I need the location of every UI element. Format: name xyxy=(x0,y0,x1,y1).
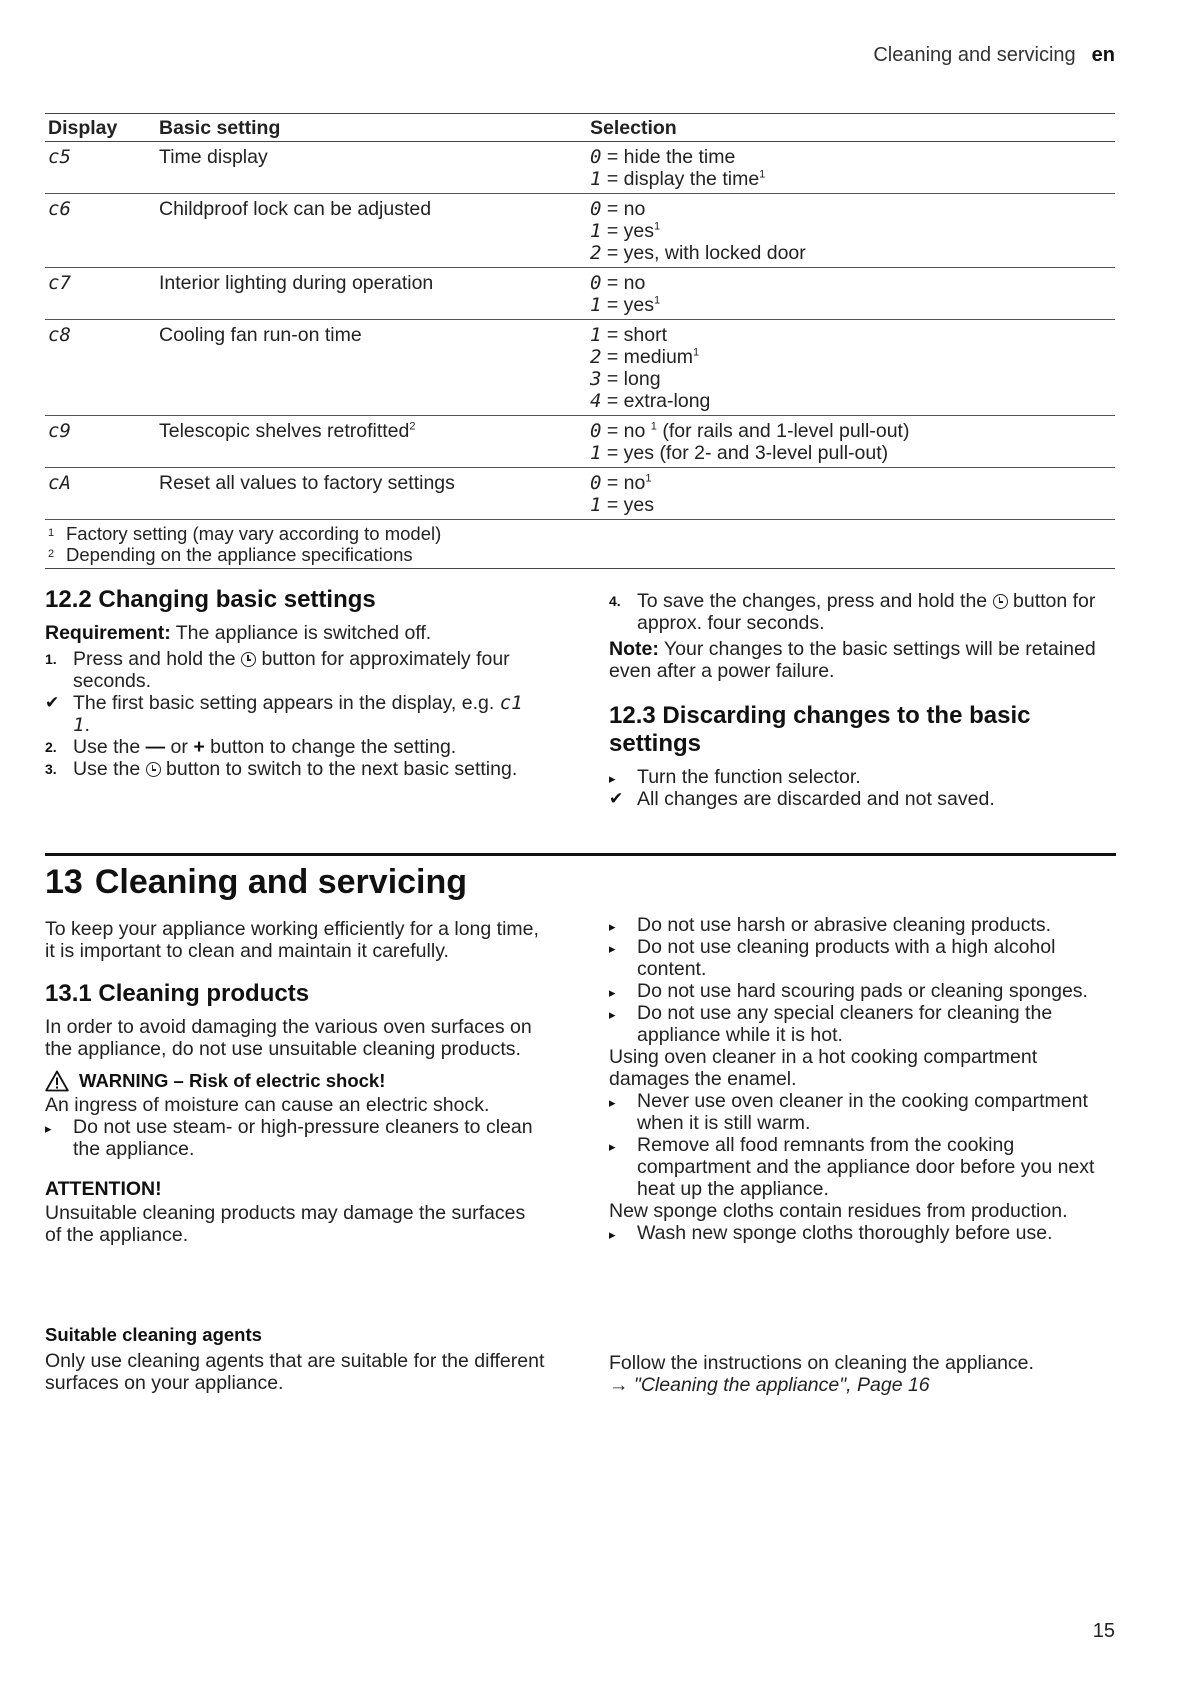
clock-icon xyxy=(993,594,1008,609)
running-header xyxy=(873,44,1115,67)
selection-cell xyxy=(587,320,1115,416)
suitable-agents-title: Suitable cleaning agents xyxy=(45,1324,262,1345)
selection-cell xyxy=(587,268,1115,320)
selection-option: 4 = extra-long xyxy=(590,390,711,412)
warning-triangle-icon xyxy=(45,1070,69,1092)
footnote-ref: 1 xyxy=(654,294,661,307)
plus-icon: + xyxy=(193,736,205,758)
clock-icon xyxy=(146,762,161,777)
list-item: ▸ Never use oven cleaner in the cooking compartment when it is still warm. xyxy=(609,1090,1088,1134)
basic-setting: Telescopic shelves retrofitted$^2$ xyxy=(156,416,587,468)
footnote-ref: 2 xyxy=(409,420,416,433)
display-code: c5 xyxy=(48,146,71,168)
selection-option: $0 = no^1$ xyxy=(590,472,652,494)
requirement: Requirement: The appliance is switched off. xyxy=(45,622,432,644)
selection-option: 0 = no xyxy=(590,198,646,220)
step-3: 3. Use the button to switch to the next basic setting. xyxy=(45,758,518,780)
footnote-ref: 1 xyxy=(693,346,700,359)
chapter-13-right xyxy=(609,914,1117,1244)
header-basic-setting: Basic setting xyxy=(156,114,587,142)
selection-option: 1 = yes$^1$ xyxy=(590,220,661,242)
list-item: ▸ Do not use any special cleaners for cleaning the appliance while it is hot. xyxy=(609,1002,1053,1046)
header-selection: Selection xyxy=(587,114,1115,142)
step-1: 1. Press and hold the button for approximately four seconds. xyxy=(45,648,510,692)
selection-option: 0 = hide the time xyxy=(590,146,736,168)
footnote: 1 Factory setting (may vary according to model) xyxy=(48,523,442,544)
basic-settings-table xyxy=(45,113,1115,569)
section-12-3-title: 12.3 Discarding changes to the basic settings xyxy=(609,702,1031,757)
warning-action: ▸ Do not use steam- or high-pressure cleaners to clean the appliance. xyxy=(45,1116,533,1160)
result-item: ✔ All changes are discarded and not saved. xyxy=(609,788,995,810)
table-header-row xyxy=(45,114,1115,142)
basic-setting: Reset all values to factory settings xyxy=(156,468,587,520)
triangle-bullet-icon: ▸ xyxy=(609,941,616,956)
table-row xyxy=(45,194,1115,268)
suitable-agents xyxy=(45,1324,545,1398)
selection-option: 2 = yes, with locked door xyxy=(590,242,806,264)
basic-setting: Time display xyxy=(156,142,587,194)
list-item: ▸ Do not use cleaning products with a high alcohol content. xyxy=(609,936,1056,980)
footnote-ref: 1 xyxy=(759,168,766,181)
section-12-2-continued xyxy=(609,590,1117,810)
selection-option: 2 = medium$^1$ xyxy=(590,346,700,368)
cross-reference-link[interactable]: → "Cleaning the appliance", Page 16 xyxy=(609,1374,930,1396)
table-row xyxy=(45,142,1115,194)
header-section: Cleaning and servicing xyxy=(873,44,1076,66)
basic-setting: Childproof lock can be adjusted xyxy=(156,194,587,268)
chapter-13-left xyxy=(45,918,545,1250)
step-result: ✔ The first basic setting appears in the display, e.g. c1 1. xyxy=(45,692,523,736)
selection-option: 3 = long xyxy=(590,368,661,390)
selection-cell xyxy=(587,194,1115,268)
display-code: c9 xyxy=(48,420,71,442)
header-language: en xyxy=(1091,44,1115,66)
list-item: ▸ Remove all food remnants from the cooking compartment and the appliance door before you next heat up the appliance. xyxy=(609,1134,1095,1200)
triangle-bullet-icon: ▸ xyxy=(609,1095,616,1110)
chapter-rule xyxy=(45,853,1116,856)
step-4: 4. To save the changes, press and hold the button for approx. four seconds. xyxy=(609,590,1096,634)
triangle-bullet-icon: ▸ xyxy=(609,771,616,786)
triangle-bullet-icon: ▸ xyxy=(609,1227,616,1242)
footnote: 2 Depending on the appliance specifications xyxy=(48,544,413,565)
follow-instructions xyxy=(609,1352,1117,1396)
selection-option: 1 = yes (for 2- and 3-level pull-out) xyxy=(590,442,889,464)
page-number: 15 xyxy=(1092,1620,1115,1642)
warning-heading: WARNING – Risk of electric shock! xyxy=(45,1070,545,1092)
triangle-bullet-icon: ▸ xyxy=(45,1121,52,1136)
checkmark-icon: ✔ xyxy=(609,789,624,808)
selection-option: 0 = no $^1$ (for rails and 1-level pull-out) xyxy=(590,420,910,442)
selection-option: 0 = no xyxy=(590,272,646,294)
table-footnotes xyxy=(45,520,1115,569)
selection-cell xyxy=(587,468,1115,520)
follow-text: Follow the instructions on cleaning the appliance. xyxy=(609,1352,1034,1374)
table-row xyxy=(45,320,1115,416)
footnote-ref: 1 xyxy=(645,472,652,485)
checkmark-icon: ✔ xyxy=(45,693,60,712)
display-code: c8 xyxy=(48,324,71,346)
list-item: ▸ Do not use harsh or abrasive cleaning products. xyxy=(609,914,1052,936)
list-item: ▸ Wash new sponge cloths thoroughly before use. xyxy=(609,1222,1053,1244)
basic-setting: Interior lighting during operation xyxy=(156,268,587,320)
attention-text: Unsuitable cleaning products may damage the surfaces of the appliance. xyxy=(45,1202,526,1246)
warning-text: An ingress of moisture can cause an electric shock. xyxy=(45,1094,490,1116)
selection-cell xyxy=(587,416,1115,468)
minus-icon: — xyxy=(145,736,166,758)
table-row xyxy=(45,268,1115,320)
footnote-ref: 1 xyxy=(654,220,661,233)
chapter-intro: To keep your appliance working efficiently for a long time, it is important to clean and maintain it carefully. xyxy=(45,918,539,962)
action-item: ▸ Turn the function selector. xyxy=(609,766,861,788)
step-2: 2. Use the — or + button to change the setting. xyxy=(45,736,457,758)
triangle-bullet-icon: ▸ xyxy=(609,985,616,1000)
table-row xyxy=(45,416,1115,468)
section-12-2 xyxy=(45,586,545,780)
oven-cleaner-text: Using oven cleaner in a hot cooking compartment damages the enamel. xyxy=(609,1046,1038,1090)
section-title: 12.2 Changing basic settings xyxy=(45,586,376,613)
section-13-1-title: 13.1 Cleaning products xyxy=(45,980,310,1007)
triangle-bullet-icon: ▸ xyxy=(609,1007,616,1022)
sponge-text: New sponge cloths contain residues from production. xyxy=(609,1200,1068,1222)
selection-option: 1 = display the time$^1$ xyxy=(590,168,766,190)
header-display: Display xyxy=(45,114,156,142)
selection-option: 1 = yes$^1$ xyxy=(590,294,661,316)
attention-heading: ATTENTION! xyxy=(45,1178,162,1200)
list-item: ▸ Do not use hard scouring pads or cleaning sponges. xyxy=(609,980,1088,1002)
selection-option: 1 = short xyxy=(590,324,668,346)
triangle-bullet-icon: ▸ xyxy=(609,919,616,934)
display-code: c6 xyxy=(48,198,71,220)
suitable-agents-text: Only use cleaning agents that are suitable for the different surfaces on your appliance. xyxy=(45,1350,545,1394)
chapter-title: 13 Cleaning and servicing xyxy=(45,863,468,901)
basic-setting: Cooling fan run-on time xyxy=(156,320,587,416)
note: Note: Your changes to the basic settings will be retained even after a power failure. xyxy=(609,638,1096,682)
table-row xyxy=(45,468,1115,520)
triangle-bullet-icon: ▸ xyxy=(609,1139,616,1154)
footnote-ref: 1 xyxy=(650,420,657,433)
clock-icon xyxy=(241,652,256,667)
selection-cell xyxy=(587,142,1115,194)
display-code: c7 xyxy=(48,272,71,294)
section-13-1-text: In order to avoid damaging the various oven surfaces on the appliance, do not use unsuitable cleaning products. xyxy=(45,1016,532,1060)
display-code: cA xyxy=(48,472,71,494)
selection-option: 1 = yes xyxy=(590,494,655,516)
